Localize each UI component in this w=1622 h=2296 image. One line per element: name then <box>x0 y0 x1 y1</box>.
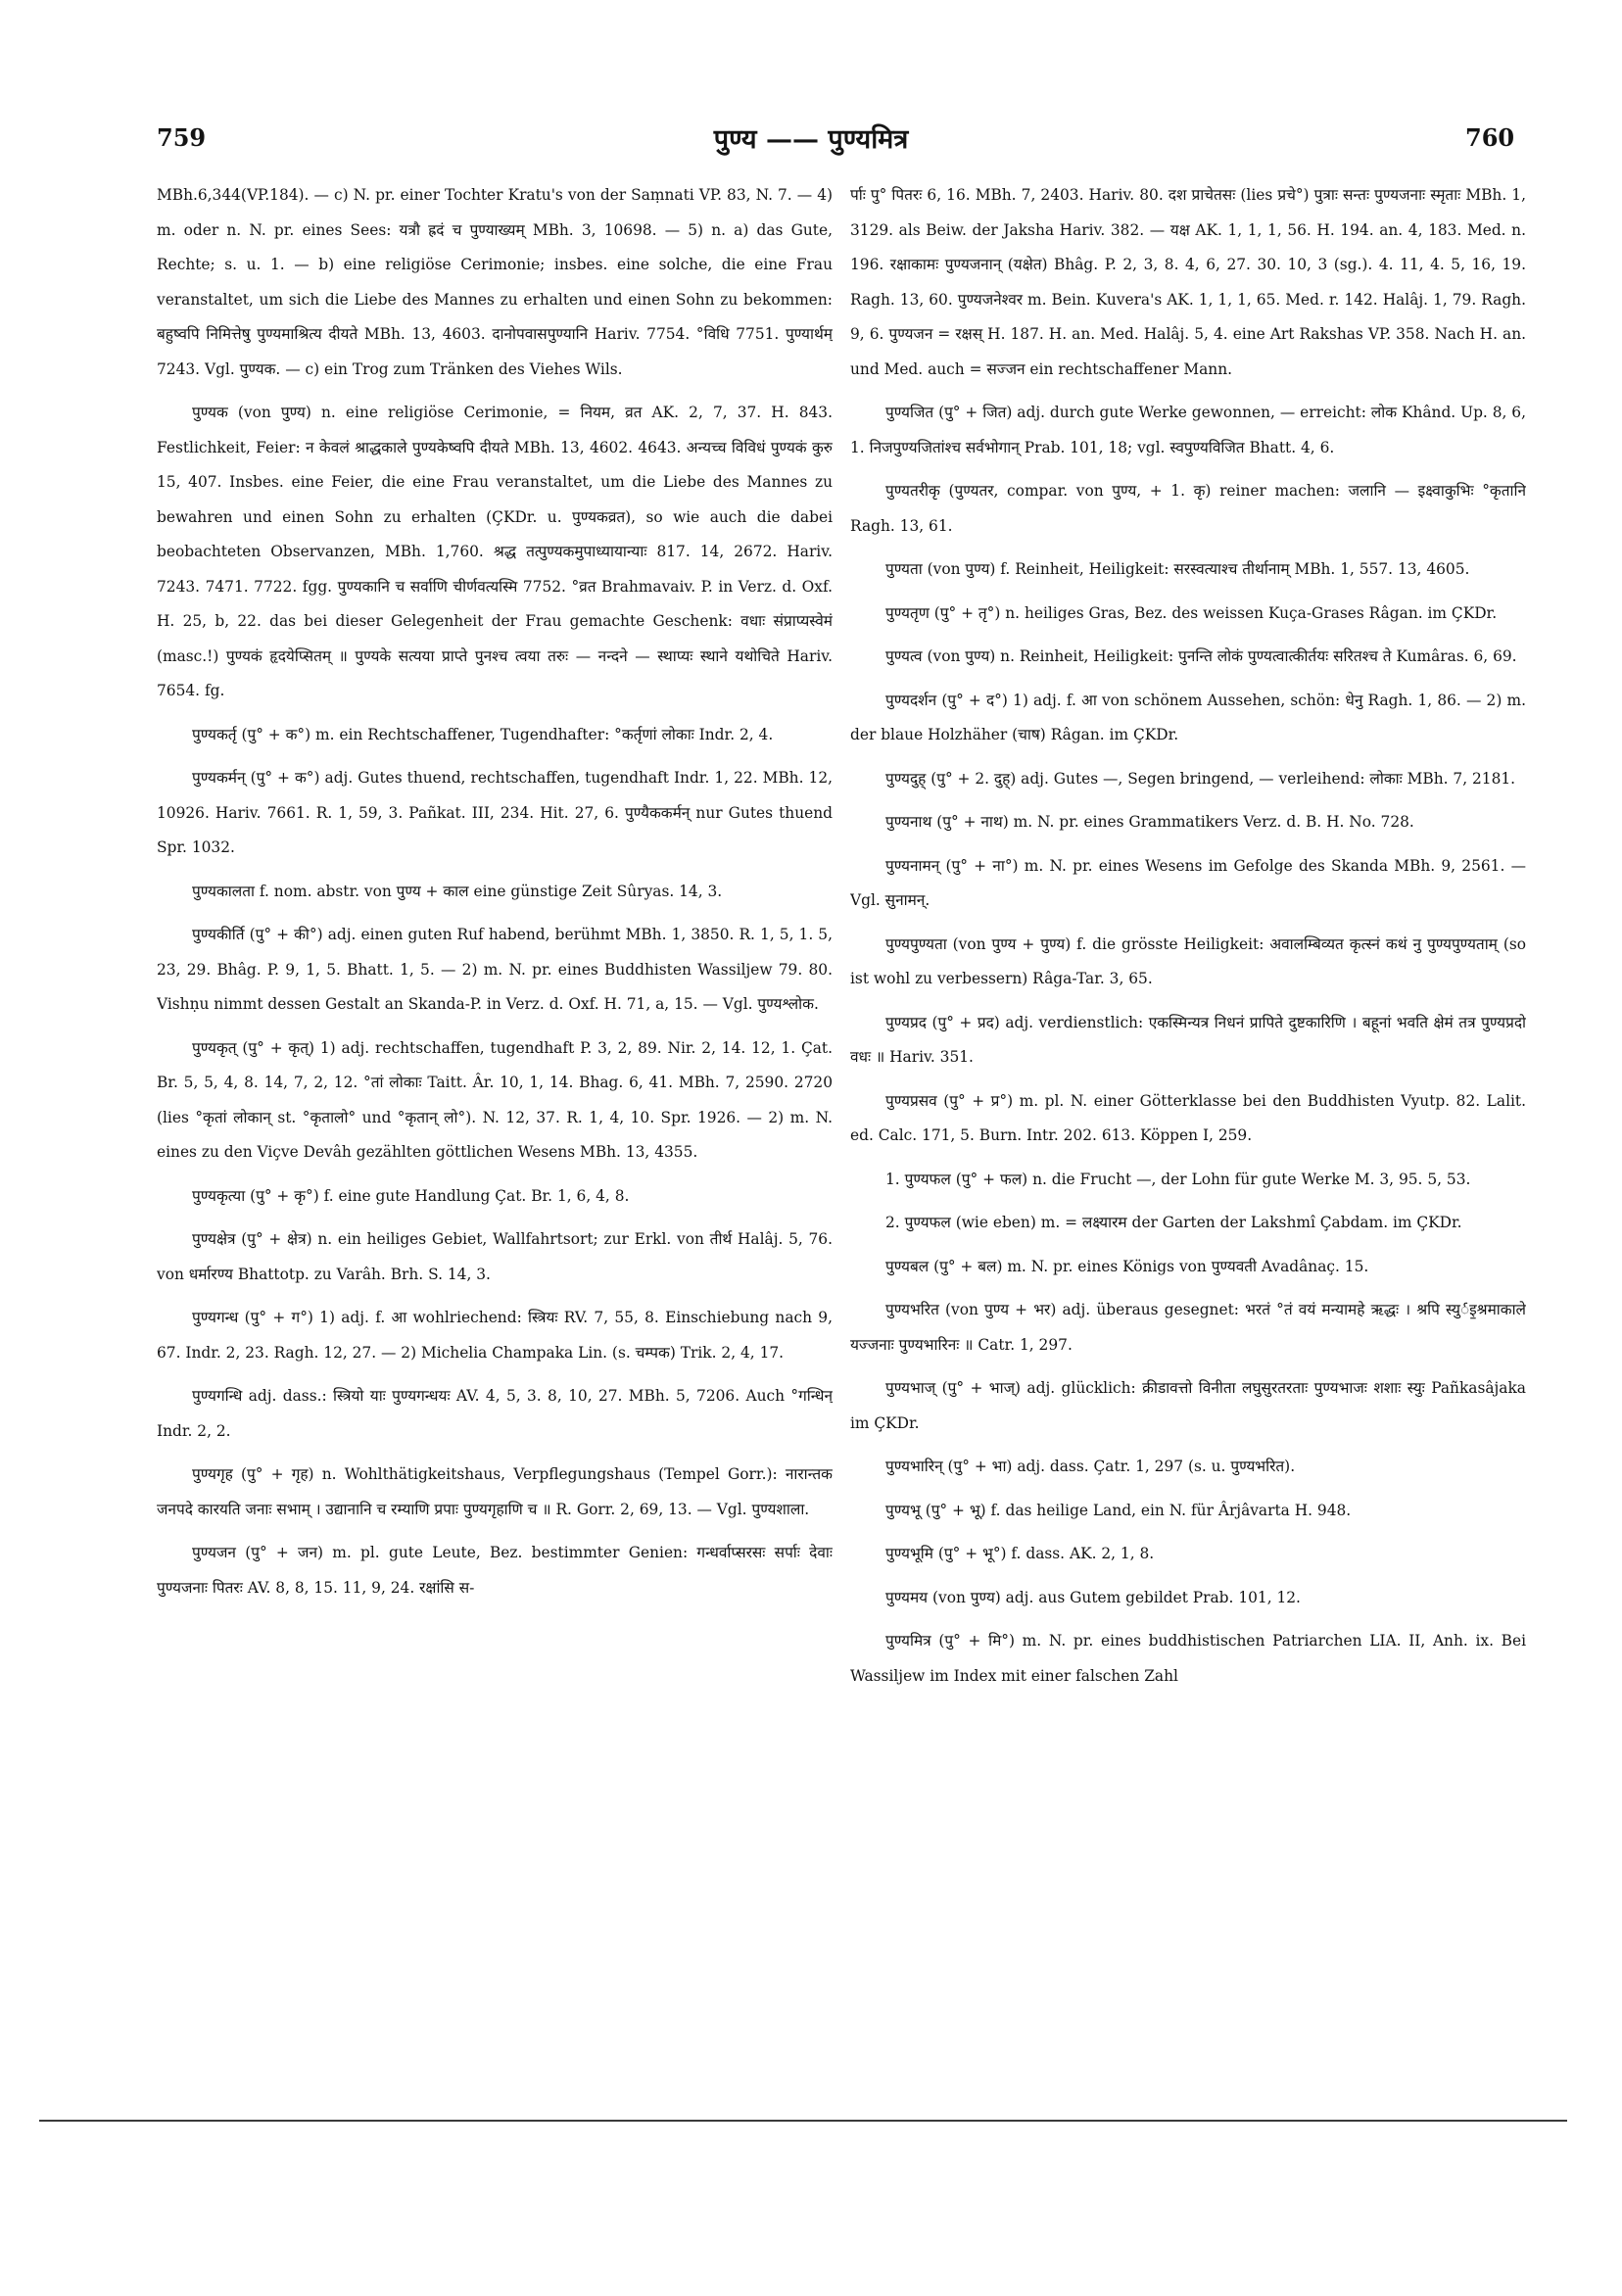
entry: पुण्यकालता f. nom. abstr. von पुण्य + काल eine günstige Zeit Sûryas. 14, 3. <box>192 882 723 900</box>
entry: 1. पुण्यफल (पु° + फल) n. die Frucht —, der Lohn für gute Werke M. 3, 95. 5, 53. <box>885 1170 1471 1188</box>
entry: पुण्यगृह (पु° + गृह) n. Wohlthätigkeitshaus, Verpflegungshaus (Tempel Gorr.): नारान्तक जनपदे कारयति जनाः सभाम् । उद्यानानि च रम्याणि प्रपाः पुण्यगृहाणि च ॥ R. Gorr. 2, 69, 13. — Vgl. पुण्यशाला. <box>157 1465 833 1518</box>
entry: पुण्यदर्शन (पु° + द°) 1) adj. f. आ von schönem Aussehen, schön: धेनु Ragh. 1, 86. — 2) m. der blaue Holzhäher (चाष) Râgan. im ÇKDr. <box>850 691 1526 743</box>
entry: पुण्यकृत् (पु° + कृत्) 1) adj. rechtschaffen, tugendhaft P. 3, 2, 89. Nir. 2, 14. 12, 1. Çat. Br. 5, 5, 4, 8. 14, 7, 2, 12. °तां लोकाः Taitt. Âr. 10, 1, 14. Bhag. 6, 41. MBh. 7, 2590. 2720 (lies °कृतां लोकान् st. °कृतालो° und °कृतान् लो°). N. 12, 37. R. 1, 4, 10. Spr. 1926. — 2) m. N. eines zu den Viçve Devâh gezählten göttlichen Wesens MBh. 13, 4355. <box>157 1038 833 1161</box>
entry: पुण्यत्व (von पुण्य) n. Reinheit, Heiligkeit: पुनन्ति लोकं पुण्यत्वात्कीर्तयः सरितश्च ते Kumâras. 6, 69. <box>885 647 1517 665</box>
entry: पुण्यगन्धि adj. dass.: स्त्रियो याः पुण्यगन्धयः AV. 4, 5, 3. 8, 10, 27. MBh. 5, 7206. Auch °गन्धिन् Indr. 2, 2. <box>157 1387 833 1440</box>
entry: पुण्यभाज् (पु° + भाज्) adj. glücklich: क्रीडावत्तो विनीता लघुसुरतरताः पुण्यभाजः शशाः स्युः Pañkasâjaka im ÇKDr. <box>850 1379 1526 1432</box>
entry: पुण्यदुह् (पु° + 2. दुह्) adj. Gutes —, Segen bringend, — verleihend: लोकाः MBh. 7, 2181. <box>885 769 1516 788</box>
entry: पुण्यता (von पुण्य) f. Reinheit, Heiligkeit: सरस्वत्याश्च तीर्थानाम् MBh. 1, 557. 13, 4605. <box>885 560 1470 578</box>
entry: पुण्यजन (पु° + जन) m. pl. gute Leute, Bez. bestimmter Genien: गन्धर्वाप्सरसः सर्पाः देवाः पुण्यजनाः पितरः AV. 8, 8, 15. 11, 9, 24. रक्षांसि स- <box>157 1544 833 1597</box>
right-page-number: 760 <box>1465 123 1515 152</box>
entry: पुण्यप्रद (पु° + प्रद) adj. verdienstlich: एकस्मिन्यत्र निधनं प्रापिते दुष्टकारिणि । बहूनां भवति क्षेमं तत्र पुण्यप्रदो वधः ॥ Hariv. 351. <box>850 1013 1526 1066</box>
left-column <box>157 178 833 2196</box>
entry: पुण्यभूमि (पु° + भू°) f. dass. AK. 2, 1, 8. <box>885 1545 1155 1562</box>
entry: पुण्यतरीकृ (पुण्यतर, compar. von पुण्य, + 1. कृ) reiner machen: जलानि — इक्ष्वाकुभिः °कृतानि Ragh. 13, 61. <box>850 482 1526 535</box>
entry: पुण्यभारिन् (पु° + भा) adj. dass. Çatr. 1, 297 (s. u. पुण्यभरित). <box>885 1458 1296 1475</box>
right-column <box>850 178 1526 2196</box>
entry: पुण्यक्षेत्र (पु° + क्षेत्र) n. ein heiliges Gebiet, Wallfahrtsort; zur Erkl. von तीर्थ Halâj. 5, 76. von धर्मारण्य Bhattotp. zu Varâh. Brh. S. 14, 3. <box>157 1230 833 1283</box>
entry: पुण्यकीर्ति (पु° + की°) adj. einen guten Ruf habend, berühmt MBh. 1, 3850. R. 1, 5, 1. 5, 23, 29. Bhâg. P. 9, 1, 5. Bhatt. 1, 5. — 2) m. N. pr. eines Buddhisten Wassiljew 79. 80. Vishṇu nimmt dessen Gestalt an Skanda-P. in Verz. d. Oxf. H. 71, a, 15. — Vgl. पुण्यश्लोक. <box>157 926 833 1013</box>
entry: पुण्यपुण्यता (von पुण्य + पुण्य) f. die grösste Heiligkeit: अवालम्बिव्यत कृत्स्नं कथं नु पुण्यपुण्यताम् (so ist wohl zu verbessern) Râga-Tar. 3, 65. <box>850 934 1526 987</box>
entry: पुण्यप्रसव (पु° + प्र°) m. pl. N. einer Götterklasse bei den Buddhisten Vyutp. 82. Lalit. ed. Calc. 171, 5. Burn. Intr. 202. 613. Köppen I, 259. <box>850 1091 1526 1144</box>
entry: MBh.6,344(VP.184). — c) N. pr. einer Tochter Kratu's von der Saṃnati VP. 83, N. 7. — 4) m. oder n. N. pr. eines Sees: यत्रौ ह्रदं च पुण्याख्यम् MBh. 3, 10698. — 5) n. a) das Gute, Rechte; s. u. 1. — b) eine religiöse Cerimonie; insbes. eine solche, die eine Frau veranstaltet, um sich die Liebe des Mannes zu erhalten und einen Sohn zu bekommen: बहुष्वपि निमित्तेषु पुण्यमाश्रित्य दीयते MBh. 13, 4603. दानोपवासपुण्यानि Hariv. 7754. °विधि 7751. पुण्यार्थम् 7243. Vgl. पुण्यक. — c) ein Trog zum Tränken des Viehes Wils. <box>157 186 833 378</box>
entry: पुण्यगन्ध (पु° + ग°) 1) adj. f. आ wohlriechend: स्त्रियः RV. 7, 55, 8. Einschiebung nach 9, 67. Indr. 2, 23. Ragh. 12, 27. — 2) Michelia Champaka Lin. (s. चम्पक) Trik. 2, 4, 17. <box>157 1309 833 1362</box>
entry: पुण्यकृत्या (पु° + कृ°) f. eine gute Handlung Çat. Br. 1, 6, 4, 8. <box>192 1186 630 1205</box>
entry: पुण्यमय (von पुण्य) adj. aus Gutem gebildet Prab. 101, 12. <box>885 1588 1301 1606</box>
entry: पुण्यतृण (पु° + तृ°) n. heiliges Gras, Bez. des weissen Kuça-Grases Râgan. im ÇKDr. <box>885 603 1498 622</box>
entry: पुण्यजित (पु° + जित) adj. durch gute Werke gewonnen, — erreicht: लोक Khând. Up. 8, 6, 1. निजपुण्यजितांश्च सर्वभोगान् Prab. 101, 18; vgl. स्वपुण्यविजित Bhatt. 4, 6. <box>850 404 1526 456</box>
entry: पुण्यबल (पु° + बल) m. N. pr. eines Königs von पुण्यवती Avadânaç. 15. <box>885 1257 1369 1275</box>
entry: पुण्यनाथ (पु° + नाथ) m. N. pr. eines Grammatikers Verz. d. B. H. No. 728. <box>885 813 1414 831</box>
entry: पुण्यभरित (von पुण्य + भर) adj. überaus gesegnet: भरतं °तं वयं मन्यामहे ऋद्धः । श्रपि स्युर्इ॒श्रमाकाले यज्जनाः पुण्यभारिनः ॥ Catr. 1, 297. <box>850 1301 1526 1354</box>
left-page-number: 759 <box>157 123 207 152</box>
entry: पुण्यभू (पु° + भू) f. das heilige Land, ein N. für Ârjâvarta H. 948. <box>885 1501 1352 1519</box>
entry: पुण्यकर्मन् (पु° + क°) adj. Gutes thuend, rechtschaffen, tugendhaft Indr. 1, 22. MBh. 12, 10926. Hariv. 7661. R. 1, 59, 3. Pañkat. III, 234. Hit. 27, 6. पुण्यैककर्मन् nur Gutes thuend Spr. 1032. <box>157 769 833 856</box>
entry: र्पाः पु° पितरः 6, 16. MBh. 7, 2403. Hariv. 80. दश प्राचेतसः (lies प्रचे°) पुत्राः सन्तः पुण्यजनाः स्मृताः MBh. 1, 3129. als Beiw. der Jaksha Hariv. 382. — यक्ष AK. 1, 1, 1, 56. H. 194. an. 4, 183. Med. n. 196. रक्षाकामः पुण्यजनान् (यक्षेत) Bhâg. P. 2, 3, 8. 4, 6, 27. 30. 10, 3 (sg.). 4. 11, 4. 5, 16, 19. Ragh. 13, 60. पुण्यजनेश्वर m. Bein. Kuvera's AK. 1, 1, 1, 65. Med. r. 142. Halâj. 1, 79. Ragh. 9, 6. पुण्यजन = रक्षस् H. 187. H. an. Med. Halâj. 5, 4. eine Art Rakshas VP. 358. Nach H. an. und Med. auch = सज्जन ein rechtschaffener Mann. <box>850 186 1526 378</box>
entry: पुण्यकर्तृ (पु° + क°) m. ein Rechtschaffener, Tugendhafter: °कर्तृणां लोकाः Indr. 2, 4. <box>192 725 774 743</box>
entry: 2. पुण्यफल (wie eben) m. = लक्ष्यारम der Garten der Lakshmî Çabdam. im ÇKDr. <box>885 1214 1462 1231</box>
running-title: पुण्य —— पुण्यमित्र <box>713 124 909 155</box>
entry: पुण्यक (von पुण्य) n. eine religiöse Cerimonie, = नियम, व्रत AK. 2, 7, 37. H. 843. Festlichkeit, Feier: न केवलं श्राद्धकाले पुण्यकेष्वपि दीयते MBh. 13, 4602. 4643. अन्यच्च विविधं पुण्यकं कुरु 15, 407. Insbes. eine Feier, die eine Frau veranstaltet, um die Liebe des Mannes zu bewahren und einen Sohn zu erhalten (ÇKDr. u. पुण्यकव्रत), so wie auch die dabei beobachteten Observanzen, MBh. 1,760. श्रद्ध तत्पुण्यकमुपाध्यायान्याः 817. 14, 2672. Hariv. 7243. 7471. 7722. fgg. पुण्यकानि च सर्वाणि चीर्णवत्यस्मि 7752. °व्रत Brahmavaiv. P. in Verz. d. Oxf. H. 25, b, 22. das bei dieser Gelegenheit der Frau gemachte Geschenk: वधाः संप्राप्यस्वेमं (masc.!) पुण्यकं हृदयेप्सितम् ॥ पुण्यके सत्यया प्राप्ते पुनश्च त्वया तरुः — नन्दने — स्थाप्यः स्थाने यथोचिते Hariv. 7654. fg. <box>157 404 833 699</box>
footer-rule <box>39 2120 1567 2122</box>
entry: पुण्यमित्र (पु° + मि°) m. N. pr. eines buddhistischen Patriarchen LIA. II, Anh. ix. Bei Wassiljew im Index mit einer falschen Zahl <box>850 1632 1526 1685</box>
entry: पुण्यनामन् (पु° + ना°) m. N. pr. eines Wesens im Gefolge des Skanda MBh. 9, 2561. — Vgl. सुनामन्. <box>850 856 1526 909</box>
